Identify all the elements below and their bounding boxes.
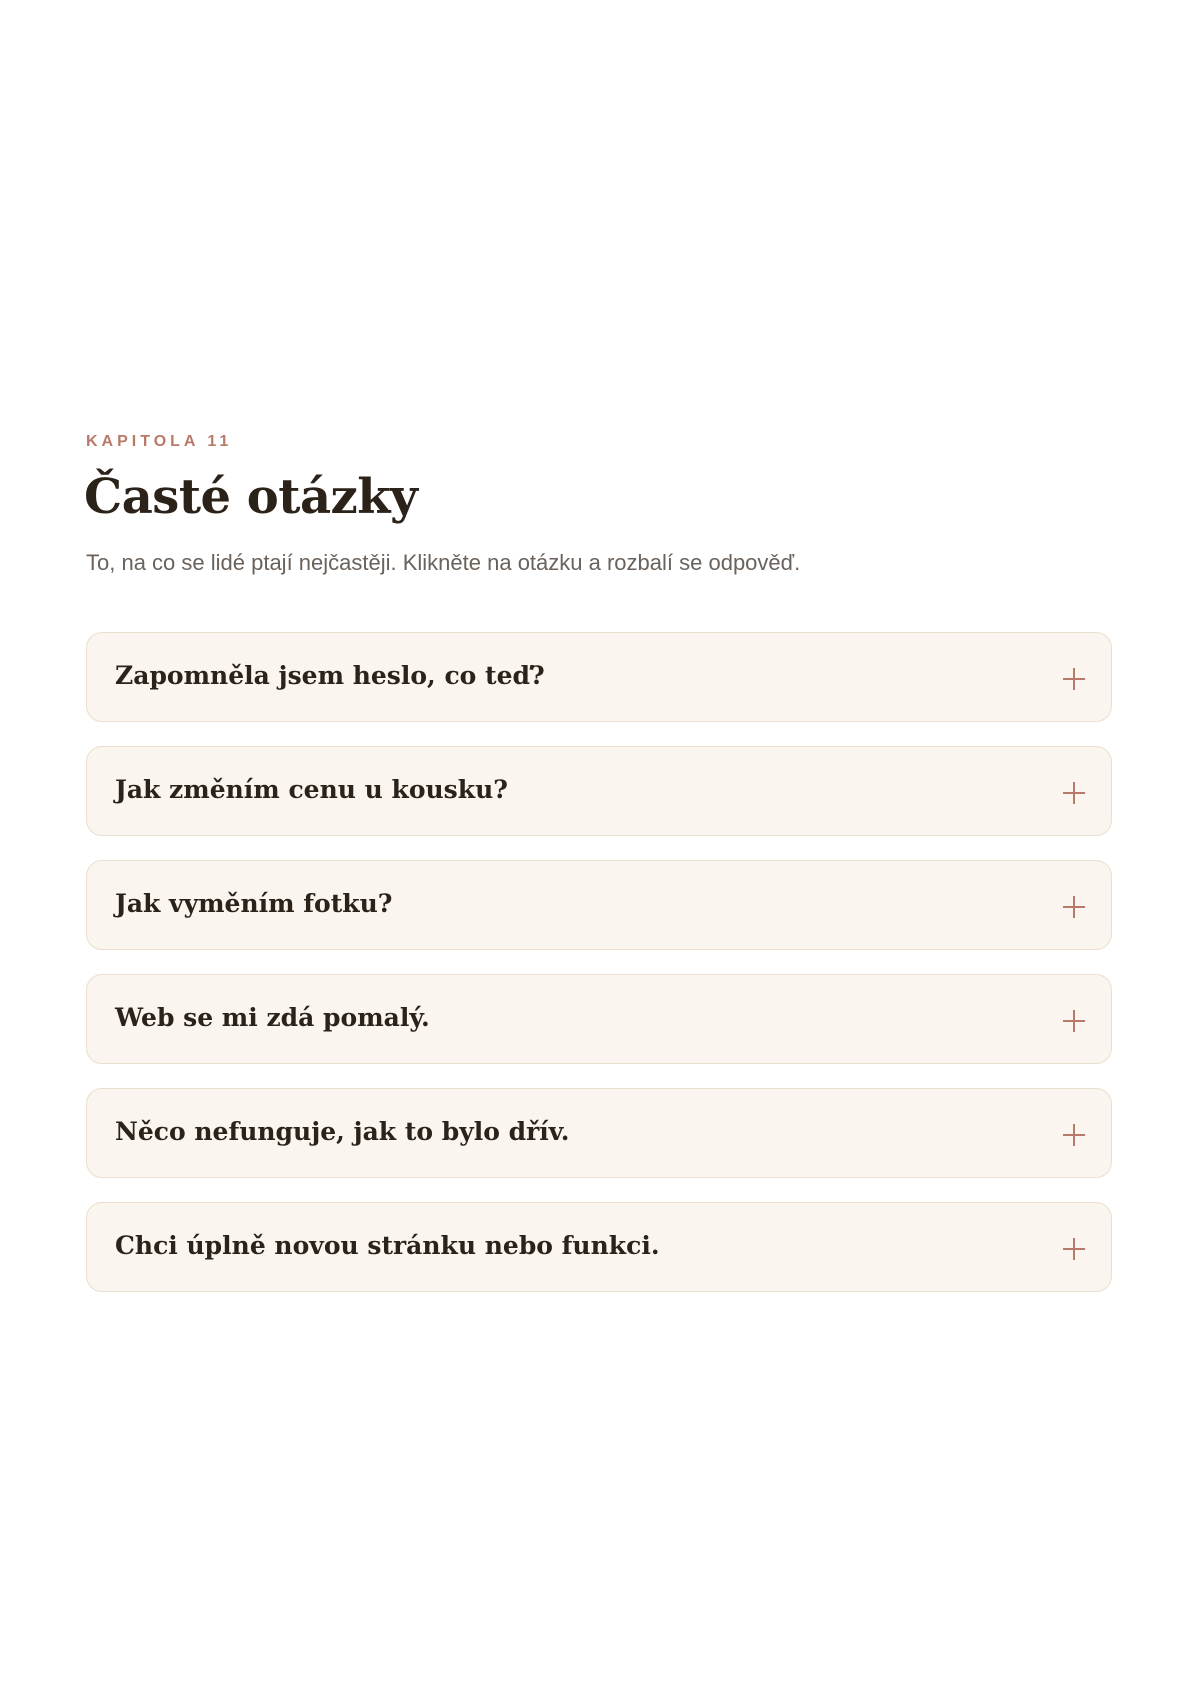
chapter-label: KAPITOLA 11 (86, 433, 233, 450)
faq-item-new-feature[interactable] (86, 1202, 1112, 1292)
faq-question: Jak změním cenu u kousku? (115, 774, 508, 804)
faq-question: Něco nefunguje, jak to bylo dřív. (115, 1116, 570, 1146)
faq-question: Web se mi zdá pomalý. (115, 1002, 430, 1032)
faq-item-forgot-password[interactable] (86, 632, 1112, 722)
faq-question: Chci úplně novou stránku nebo funkci. (115, 1230, 660, 1260)
plus-icon[interactable] (1063, 1238, 1085, 1260)
page-title: Časté otázky (84, 469, 418, 525)
faq-item-replace-photo[interactable] (86, 860, 1112, 950)
faq-list (86, 632, 1112, 1316)
plus-icon[interactable] (1063, 896, 1085, 918)
plus-icon[interactable] (1063, 668, 1085, 690)
faq-question: Zapomněla jsem heslo, co teď? (115, 660, 545, 690)
faq-question: Jak vyměním fotku? (115, 888, 393, 918)
page-subtitle: To, na co se lidé ptají nejčastěji. Klikněte na otázku a rozbalí se odpověď. (86, 550, 801, 575)
faq-item-not-working[interactable] (86, 1088, 1112, 1178)
plus-icon[interactable] (1063, 1010, 1085, 1032)
plus-icon[interactable] (1063, 1124, 1085, 1146)
faq-item-change-price[interactable] (86, 746, 1112, 836)
faq-item-slow-web[interactable] (86, 974, 1112, 1064)
plus-icon[interactable] (1063, 782, 1085, 804)
